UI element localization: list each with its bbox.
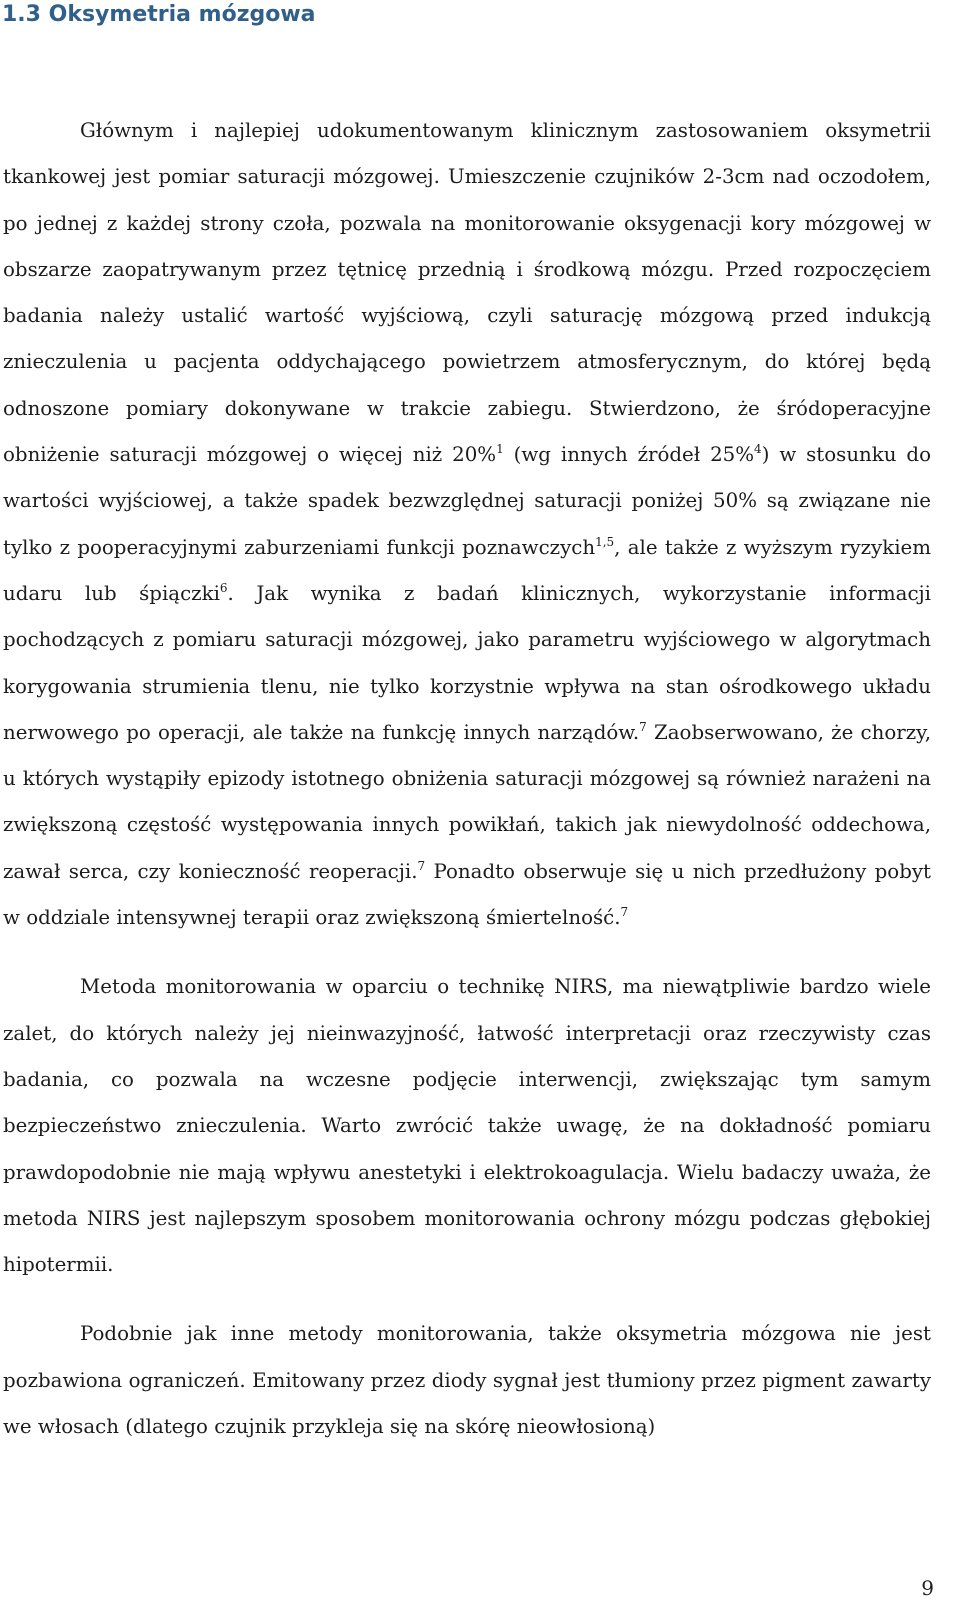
citation-superscript: 4 [754, 442, 762, 457]
text-run: Zaobserwowano, że chorzy, u których wystąpiły epizody istotnego obniżenia saturacji mózgowej są również narażeni na zwiększoną częstość występowania innych powikłań, takich jak niewydolność oddechowa, zawał serca, czy konieczność reoperacji. [3, 720, 931, 883]
citation-superscript: 6 [219, 580, 228, 595]
text-run: (wg innych źródeł 25% [503, 443, 755, 467]
text-run: Podobnie jak inne metody monitorowania, także oksymetria mózgowa nie jest pozbawiona ograniczeń. Emitowany przez diody sygnał jest tłumiony przez pigment zawarty we włosach (dlatego czujnik przykleja się na skórę nieowłosioną) [3, 1322, 931, 1439]
text-run: Ponadto obserwuje się u nich przedłużony pobyt w oddziale intensywnej terapii oraz zwiększoną śmiertelność. [3, 859, 931, 930]
citation-superscript: 7 [620, 905, 629, 920]
text-run: , ale także z wyższym ryzykiem udaru lub śpiączki [3, 535, 931, 605]
paragraph-3 [3, 1311, 931, 1450]
text-run: Metoda monitorowania w oparciu o technikę NIRS, ma niewątpliwie bardzo wiele zalet, do których należy jej nieinwazyjność, łatwość interpretacji oraz rzeczywisty czas badania, co pozwala na wczesne podjęcie interwencji, zwiększając tym samym bezpieczeństwo znieczulenia. Warto zwrócić także uwagę, że na dokładność pomiaru prawdopodobnie nie mają wpływu anestetyki i elektrokoagulacja. Wielu badaczy uważa, że metoda NIRS jest najlepszym sposobem monitorowania ochrony mózgu podczas głębokiej hipotermii. [3, 975, 931, 1277]
text-run: . Jak wynika z badań klinicznych, wykorzystanie informacji pochodzących z pomiaru saturacji mózgowej, jako parametru wyjściowego w algorytmach korygowania strumienia tlenu, nie tylko korzystnie wpływa na stan ośrodkowego układu nerwowego po operacji, ale także na funkcję innych narządów. [3, 581, 931, 744]
paragraph-1 [3, 108, 931, 941]
citation-superscript: 7 [639, 719, 647, 734]
page-number: 9 [921, 1576, 934, 1600]
section-heading: 1.3 Oksymetria mózgowa [2, 2, 316, 27]
paragraph-2 [3, 964, 931, 1288]
citation-superscript: 1 [496, 442, 504, 457]
text-run: ) w stosunku do wartości wyjściowej, a także spadek bezwzględnej saturacji poniżej 50% są związane nie tylko z pooperacyjnymi zaburzeniami funkcji poznawczych [3, 443, 932, 559]
text-run: Głównym i najlepiej udokumentowanym klinicznym zastosowaniem oksymetrii tkankowej jest pomiar saturacji mózgowej. Umieszczenie czujników 2-3cm nad oczodołem, po jednej z każdej strony czoła, pozwala na monitorowanie oksygenacji kory mózgowej w obszarze zaopatrywanym przez tętnicę przednią i środkową mózgu. Przed rozpoczęciem badania należy ustalić wartość wyjściową, czyli saturację mózgową przed indukcją znieczulenia u pacjenta oddychającego powietrzem atmosferycznym, do której będą odnoszone pomiary dokonywane w trakcie zabiegu. Stwierdzono, że śródoperacyjne obniżenie saturacji mózgowej o więcej niż 20% [3, 119, 931, 467]
citation-superscript: 1,5 [595, 534, 615, 549]
citation-superscript: 7 [417, 858, 426, 873]
body-text [3, 108, 931, 1450]
